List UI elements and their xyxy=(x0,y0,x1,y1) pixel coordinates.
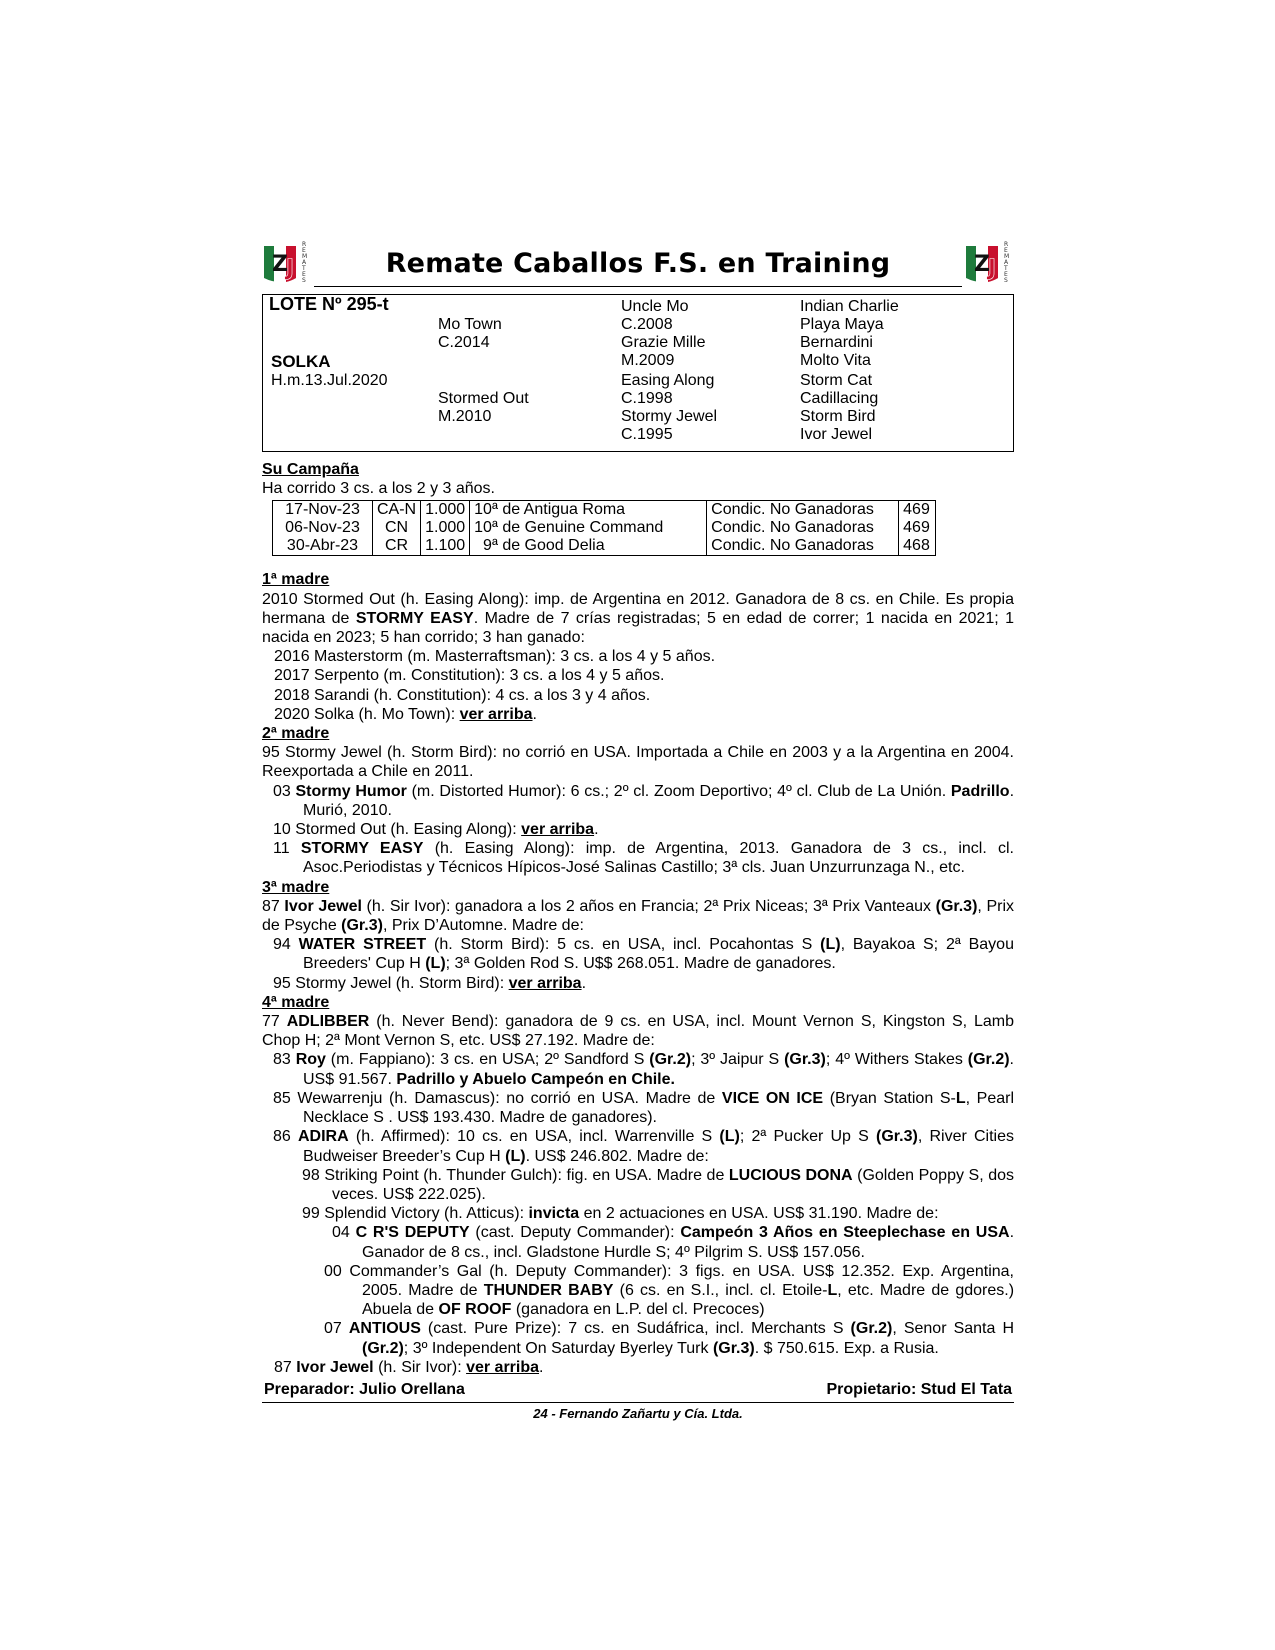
race-number: 468 xyxy=(899,537,936,556)
produce-item: 11 STORMY EASY (h. Easing Along): imp. de Argentina, 2013. Ganadora de 3 cs., incl. cl. Asoc.Periodistas y Técnicos Hípicos-José Salinas Castillo; 3ª cls. Juan Unzurrunzaga N., etc. xyxy=(273,840,1014,877)
produce-item: 95 Stormy Jewel (h. Storm Bird): ver arriba. xyxy=(273,974,587,992)
gen3-entry: Storm Cat xyxy=(800,372,873,389)
produce-item: 86 ADIRA (h. Affirmed): 10 cs. en USA, incl. Warrenville S (L); 2ª Pucker Up S (Gr.3), River Cities Budweiser Breeder’s Cup H (L). US$ 246.802. Madre de: xyxy=(273,1128,1014,1165)
gen3-entry: Playa Maya xyxy=(800,316,884,333)
race-track: CR xyxy=(373,537,421,556)
footer-rule xyxy=(262,1402,1014,1403)
campaign-summary: Ha corrido 3 cs. a los 2 y 3 años. xyxy=(262,480,495,498)
gen2-entry: Stormy Jewel xyxy=(621,408,718,425)
sire-name: Mo Town xyxy=(438,316,502,333)
horse-info: H.m.13.Jul.2020 xyxy=(271,372,388,389)
produce-item: 10 Stormed Out (h. Easing Along): ver arriba. xyxy=(273,821,599,839)
page-title: Remate Caballos F.S. en Training xyxy=(385,248,891,279)
dam2-intro: 95 Stormy Jewel (h. Storm Bird): no corrió en USA. Importada a Chile en 2003 y a la Argentina en 2004. Reexportada a Chile en 2011. xyxy=(262,744,1014,781)
produce-item: 04 C R'S DEPUTY (cast. Deputy Commander): Campeón 3 Años en Steeplechase en USA. Ganador de 8 cs., incl. Gladstone Hurdle S; 4º Pilgrim S. US$ 157.056. xyxy=(332,1224,1015,1261)
dam4-heading: 4ª madre xyxy=(262,993,330,1011)
gen3-entry: Ivor Jewel xyxy=(800,426,873,443)
race-track: CA-N xyxy=(373,501,421,520)
gen3-entry: Bernardini xyxy=(800,334,873,351)
produce-item: 98 Striking Point (h. Thunder Gulch): fig. en USA. Madre de LUCIOUS DONA (Golden Poppy S, dos veces. US$ 222.025). xyxy=(302,1166,1014,1203)
dam4-intro: 77 ADLIBBER (h. Never Bend): ganadora de 9 cs. en USA, incl. Mount Vernon S, Kingston S, Lamb Chop H; 2ª Mont Vernon S, etc. US$ 27.192. Madre de: xyxy=(262,1013,1015,1050)
horse-name: SOLKA xyxy=(271,352,331,371)
see-above-link: ver arriba xyxy=(466,1358,540,1376)
race-number: 469 xyxy=(899,501,936,520)
gen3-entry: Molto Vita xyxy=(800,352,871,369)
gen3-entry: Cadillacing xyxy=(800,390,879,407)
catalog-page xyxy=(262,238,1014,1421)
pedigree-box xyxy=(262,294,1014,452)
see-above-link: ver arriba xyxy=(508,974,582,992)
svg-text:J: J xyxy=(987,256,997,281)
dam-name: Stormed Out xyxy=(438,390,529,407)
gen2-entry: Grazie Mille xyxy=(621,334,706,351)
gen2-entry: M.2009 xyxy=(621,352,675,369)
table-row xyxy=(273,519,936,537)
gen2-entry: C.1998 xyxy=(621,390,673,407)
race-date: 06-Nov-23 xyxy=(273,519,373,537)
produce-item: 2017 Serpento (m. Constitution): 3 cs. a los 4 y 5 años. xyxy=(274,667,665,685)
race-condition: Condic. No Ganadoras xyxy=(707,501,899,520)
svg-text:REMATES: R E M A T E S xyxy=(1004,241,1010,284)
lot-content xyxy=(262,460,1014,1377)
zj-remates-logo xyxy=(964,238,1014,288)
owner-label: Propietario: Stud El Tata xyxy=(826,1380,1012,1398)
table-row xyxy=(273,501,936,520)
see-above-link: ver arriba xyxy=(459,705,533,723)
race-result: 10ª de Genuine Command xyxy=(470,519,707,537)
produce-item: 00 Commander’s Gal (h. Deputy Commander): 3 figs. en USA. US$ 12.352. Exp. Argentina, 2005. Madre de THUNDER BABY (6 cs. en S.I., incl. cl. Etoile-L, etc. Madre de gdores.) Abuela de OF ROOF (ganadora en L.P. del cl. Precoces) xyxy=(324,1262,1015,1319)
gen2-entry: C.2008 xyxy=(621,316,673,333)
lot-number: LOTE Nº 295-t xyxy=(269,294,389,314)
race-distance: 1.100 xyxy=(421,537,470,556)
produce-item: 83 Roy (m. Fappiano): 3 cs. en USA; 2º Sandford S (Gr.2); 3º Jaipur S (Gr.3); 4º Withers Stakes (Gr.2). US$ 91.567. Padrillo y Abuelo Campeón en Chile. xyxy=(273,1051,1014,1088)
gen3-entry: Indian Charlie xyxy=(800,298,899,315)
produce-item: 2016 Masterstorm (m. Masterraftsman): 3 cs. a los 4 y 5 años. xyxy=(274,648,716,666)
race-number: 469 xyxy=(899,519,936,537)
svg-text:Z: Z xyxy=(272,252,288,277)
produce-item: 87 Ivor Jewel (h. Sir Ivor): ver arriba. xyxy=(274,1358,544,1376)
svg-text:REMATES: R E M A T E S xyxy=(302,241,308,284)
gen2-entry: C.1995 xyxy=(621,426,673,443)
produce-item: 07 ANTIOUS (cast. Pure Prize): 7 cs. en Sudáfrica, incl. Merchants S (Gr.2), Senor Santa H (Gr.2); 3º Independent On Saturday Byerley Turk (Gr.3). $ 750.615. Exp. a Rusia. xyxy=(324,1320,1015,1357)
produce-item: 99 Splendid Victory (h. Atticus): invicta en 2 actuaciones en USA. US$ 31.190. Madre de: xyxy=(302,1205,939,1223)
produce-item: 03 Stormy Humor (m. Distorted Humor): 6 cs.; 2º cl. Zoom Deportivo; 4º cl. Club de La Unión. Padrillo. Murió, 2010. xyxy=(273,782,1015,819)
race-condition: Condic. No Ganadoras xyxy=(707,519,899,537)
produce-item: 94 WATER STREET (h. Storm Bird): 5 cs. en USA, incl. Pocahontas S (L), Bayakoa S; 2ª Bayou Breeders' Cup H (L); 3ª Golden Rod S. U$$ 268.051. Madre de ganadores. xyxy=(273,936,1014,973)
page-header xyxy=(262,238,1014,294)
gen3-entry: Storm Bird xyxy=(800,408,876,425)
title-rule xyxy=(314,286,962,287)
dam1-intro: 2010 Stormed Out (h. Easing Along): imp. de Argentina en 2012. Ganadora de 8 cs. en Chile. Es propia hermana de STORMY EASY. Madre de 7 crías registradas; 5 en edad de correr; 1 nacida en 2021; 1 nacida en 2023; 5 han corrido; 3 han ganado: xyxy=(262,590,1014,647)
race-result: 9ª de Good Delia xyxy=(470,537,707,556)
race-date: 30-Abr-23 xyxy=(273,537,373,556)
races-table xyxy=(272,500,936,556)
trainer-label: Preparador: Julio Orellana xyxy=(264,1380,465,1398)
race-condition: Condic. No Ganadoras xyxy=(707,537,899,556)
race-distance: 1.000 xyxy=(421,501,470,520)
race-distance: 1.000 xyxy=(421,519,470,537)
svg-text:Z: Z xyxy=(974,252,990,277)
sire-info: C.2014 xyxy=(438,334,490,351)
dam3-heading: 3ª madre xyxy=(262,878,330,896)
page-footer-note: 24 - Fernando Zañartu y Cía. Ltda. xyxy=(533,1405,743,1421)
gen2-entry: Uncle Mo xyxy=(621,298,689,315)
race-date: 17-Nov-23 xyxy=(273,501,373,520)
campaign-heading: Su Campaña xyxy=(262,461,359,478)
race-track: CN xyxy=(373,519,421,537)
zj-remates-logo xyxy=(262,238,312,288)
lot-footer xyxy=(262,1381,1014,1399)
dam1-heading: 1ª madre xyxy=(262,571,330,589)
dam3-intro: 87 Ivor Jewel (h. Sir Ivor): ganadora a los 2 años en Francia; 2ª Prix Niceas; 3ª Prix Vanteaux (Gr.3), Prix de Psyche (Gr.3), Prix D’Automne. Madre de: xyxy=(262,897,1015,935)
see-above-link: ver arriba xyxy=(521,821,595,839)
race-result: 10ª de Antigua Roma xyxy=(470,501,707,520)
produce-item: 85 Wewarrenju (h. Damascus): no corrió en USA. Madre de VICE ON ICE (Bryan Station S-L, Pearl Necklace S . US$ 193.430. Madre de ganadores). xyxy=(273,1089,1014,1127)
dam-info: M.2010 xyxy=(438,408,492,425)
table-row xyxy=(273,537,936,556)
gen2-entry: Easing Along xyxy=(621,372,715,389)
svg-text:J: J xyxy=(285,256,295,281)
produce-item: 2020 Solka (h. Mo Town): ver arriba. xyxy=(274,705,537,723)
produce-item: 2018 Sarandi (h. Constitution): 4 cs. a los 3 y 4 años. xyxy=(274,686,651,704)
dam2-heading: 2ª madre xyxy=(262,725,330,743)
